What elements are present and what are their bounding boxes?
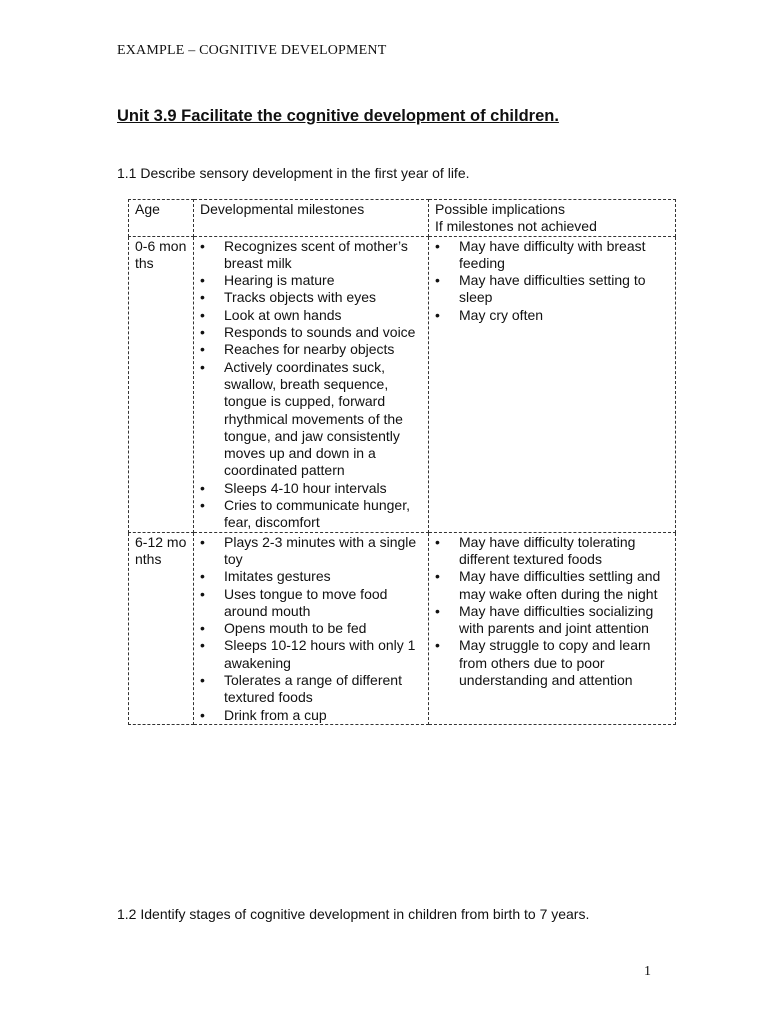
milestones-list — [200, 534, 424, 724]
header-milestones — [194, 200, 429, 237]
milestone-item: • Tracks objects with eyes — [200, 289, 424, 306]
implications-list — [435, 238, 671, 324]
question-1-2: 1.2 Identify stages of cognitive development in children from birth to 7 years. — [117, 906, 590, 922]
milestone-item: • Sleeps 4-10 hour intervals — [200, 480, 424, 497]
table-row-0-6-months — [129, 236, 676, 532]
header-implications-line2: If milestones not achieved — [435, 218, 597, 235]
age-cell — [129, 236, 194, 532]
milestone-item: • Sleeps 10-12 hours with only 1 awakening — [200, 637, 424, 672]
milestones-list — [200, 238, 424, 532]
header-implications — [429, 200, 676, 237]
implication-item: • May have difficulty with breast feeding — [435, 238, 671, 273]
age-label: 0-6 months — [135, 237, 187, 271]
header-implications-line1: Possible implications — [435, 201, 565, 217]
milestone-item: • Cries to communicate hunger, fear, discomfort — [200, 497, 424, 532]
sensory-development-table — [128, 199, 676, 725]
implication-item: • May have difficulties settling and may wake often during the night — [435, 568, 671, 603]
document-header: EXAMPLE – COGNITIVE DEVELOPMENT — [117, 43, 387, 58]
milestones-cell — [194, 532, 429, 724]
question-1-1: 1.1 Describe sensory development in the first year of life. — [117, 165, 470, 181]
milestone-item: • Responds to sounds and voice — [200, 324, 424, 341]
milestone-item: • Imitates gestures — [200, 568, 424, 585]
milestone-item: • Tolerates a range of different textured foods — [200, 672, 424, 707]
milestone-item: • Uses tongue to move food around mouth — [200, 586, 424, 621]
table-row-6-12-months — [129, 532, 676, 724]
milestone-item: • Drink from a cup — [200, 707, 424, 724]
milestone-item: • Reaches for nearby objects — [200, 341, 424, 358]
implications-list — [435, 534, 671, 690]
age-label: 6-12 months — [135, 533, 187, 567]
milestone-item: • Hearing is mature — [200, 272, 424, 289]
milestone-item: • Plays 2-3 minutes with a single toy — [200, 534, 424, 569]
header-age — [129, 200, 194, 237]
implication-item: • May cry often — [435, 307, 671, 324]
table-header-row — [129, 200, 676, 237]
milestone-item: • Look at own hands — [200, 307, 424, 324]
milestone-item: • Recognizes scent of mother’s breast milk — [200, 238, 424, 273]
page-number: 1 — [644, 964, 651, 979]
unit-title: Unit 3.9 Facilitate the cognitive development of children. — [117, 107, 559, 125]
implication-item: • May struggle to copy and learn from others due to poor understanding and attention — [435, 637, 671, 689]
implication-item: • May have difficulty tolerating different textured foods — [435, 534, 671, 569]
age-cell — [129, 532, 194, 724]
milestones-cell — [194, 236, 429, 532]
implications-cell — [429, 236, 676, 532]
implication-item: • May have difficulties setting to sleep — [435, 272, 671, 307]
implication-item: • May have difficulties socializing with parents and joint attention — [435, 603, 671, 638]
header-age-label: Age — [135, 201, 160, 217]
implications-cell — [429, 532, 676, 724]
milestone-item: • Opens mouth to be fed — [200, 620, 424, 637]
header-milestones-label: Developmental milestones — [200, 201, 365, 217]
milestone-item: • Actively coordinates suck, swallow, breath sequence, tongue is cupped, forward rhythmical movements of the tongue, and jaw consistently moves up and down in a coordinated pattern — [200, 359, 424, 480]
